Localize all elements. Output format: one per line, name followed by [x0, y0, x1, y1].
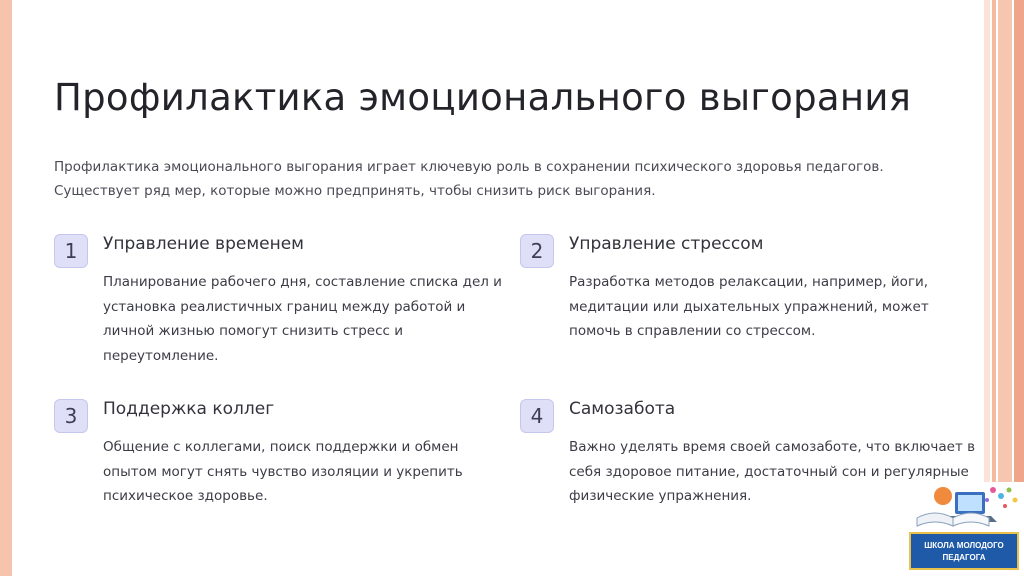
laptop-book-icon: [905, 482, 1024, 532]
number-badge: 1: [54, 234, 88, 268]
item-title: Управление стрессом: [569, 234, 764, 254]
item-text: Разработка методов релаксации, например, йоги, медитации или дыхательных упражнений, может помочь в справлении со стрессом.: [569, 274, 929, 339]
number-badge: 4: [520, 399, 554, 433]
logo-line-2: ПЕДАГОГА: [942, 553, 986, 562]
item-text: Важно уделять время своей самозаботе, что включает в себя здоровое питание, достаточный сон и регулярные физические упражнения.: [569, 439, 976, 504]
school-logo: [905, 482, 1024, 576]
number-badge: 2: [520, 234, 554, 268]
item-text: Планирование рабочего дня, составление списка дел и установка реалистичных границ между работой и личной жизнью помогут снизить стресс и переутомление.: [103, 274, 502, 364]
slide-title: Профилактика эмоционального выгорания: [54, 76, 912, 119]
item-title: Поддержка коллег: [103, 399, 275, 419]
logo-line-1: ШКОЛА МОЛОДОГО: [924, 541, 1004, 550]
left-accent-bar: [0, 0, 12, 576]
intro-paragraph: Профилактика эмоционального выгорания играет ключевую роль в сохранении психического здоровья педагогов. Существует ряд мер, которые можно предпринять, чтобы снизить риск выгорания.: [54, 159, 884, 199]
item-text: Общение с коллегами, поиск поддержки и обмен опытом могут снять чувство изоляции и укрепить психическое здоровье.: [103, 439, 463, 504]
number-badge: 3: [54, 399, 88, 433]
item-title: Управление временем: [103, 234, 305, 254]
item-title: Самозабота: [569, 399, 676, 419]
logo-caption: [909, 532, 1019, 570]
